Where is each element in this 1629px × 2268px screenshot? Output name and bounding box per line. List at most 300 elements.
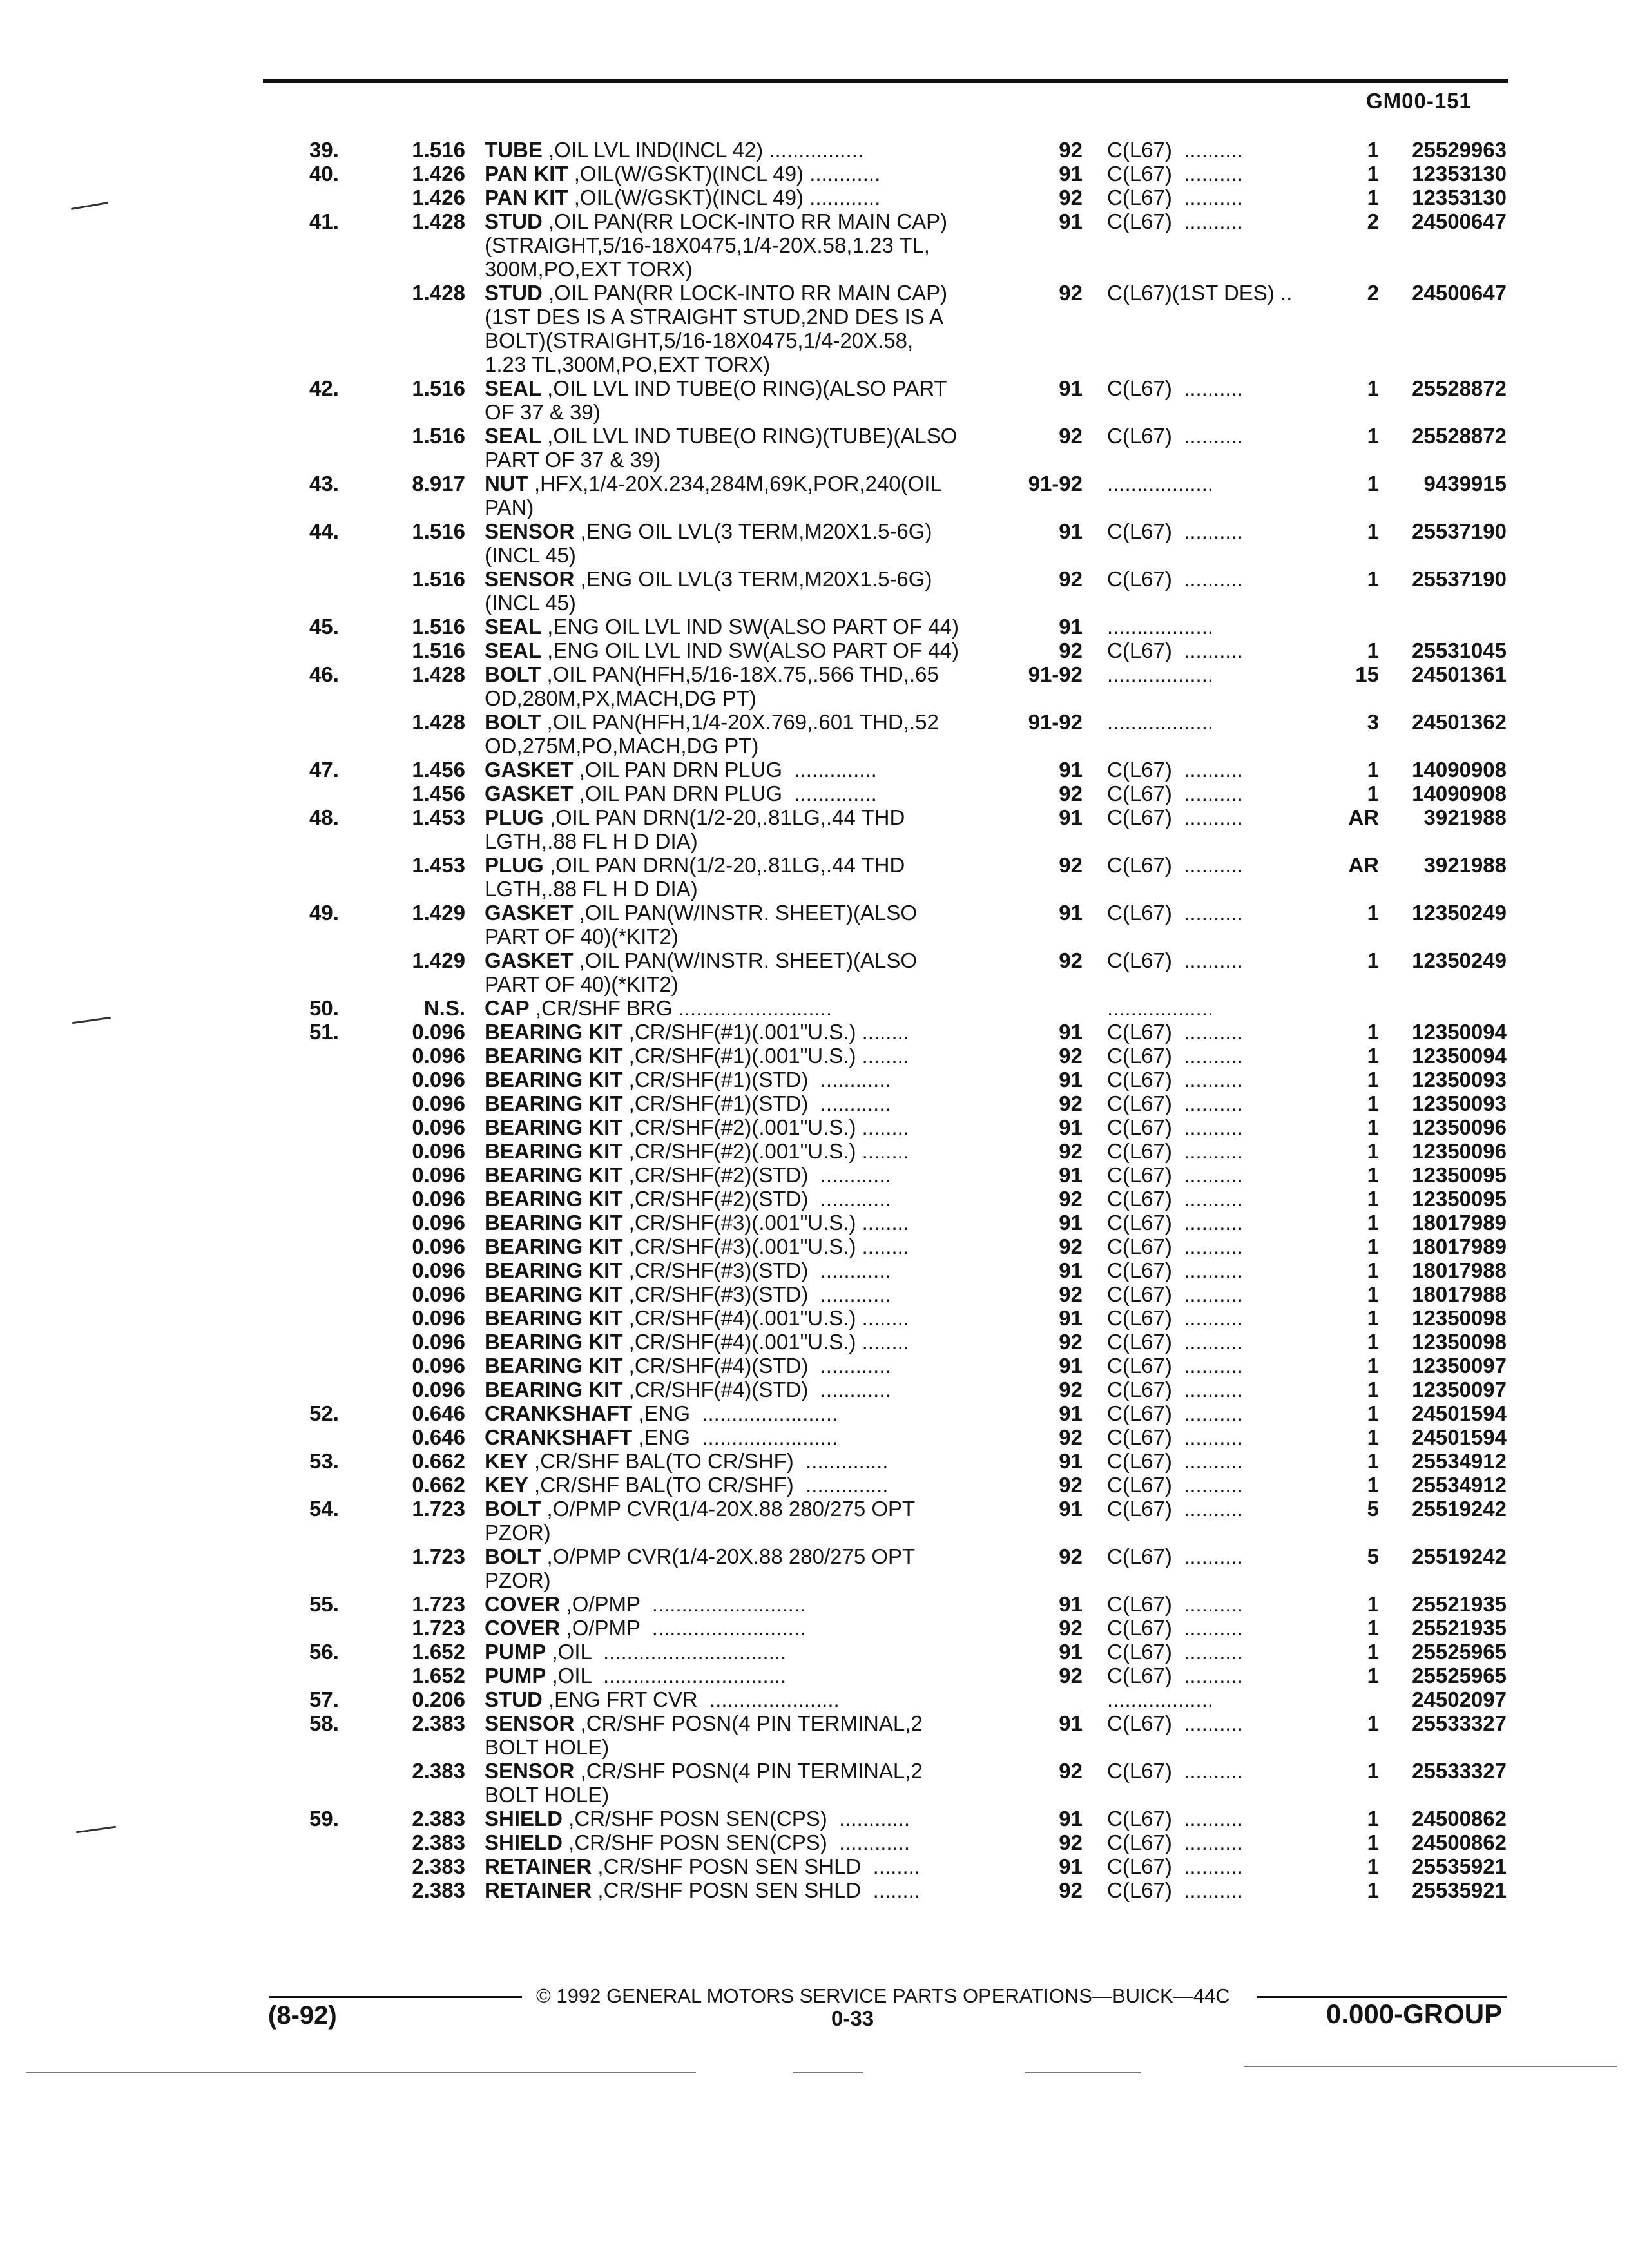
part-description bbox=[485, 1163, 1007, 1187]
part-description bbox=[485, 758, 1007, 782]
page-number: 0-33 bbox=[831, 2006, 874, 2030]
quantity: 5 bbox=[1367, 1497, 1379, 1521]
part-description bbox=[485, 1378, 1007, 1401]
part-description bbox=[485, 1306, 1007, 1330]
part-row bbox=[0, 1163, 1629, 1187]
part-description bbox=[485, 948, 1007, 996]
part-row bbox=[0, 1878, 1629, 1902]
description-text: ,OIL PAN(RR LOCK-INTO RR MAIN CAP) (STRAIGHT,5/16-18X0475,1/4-20X.58,1.23 TL, 300M,PO,EXT TORX) bbox=[485, 209, 948, 281]
usage: C(L67) .......... bbox=[1107, 948, 1243, 972]
part-name: BEARING KIT bbox=[485, 1258, 623, 1282]
group-number: 0.096 bbox=[412, 1354, 465, 1378]
description-text: ,CR/SHF(#4)(STD) ............ bbox=[622, 1354, 891, 1378]
quantity: 1 bbox=[1367, 1306, 1379, 1330]
part-row bbox=[0, 805, 1629, 853]
part-description bbox=[485, 1187, 1007, 1211]
group-number: 2.383 bbox=[412, 1854, 465, 1878]
part-number: 25528872 bbox=[1412, 424, 1507, 448]
part-description bbox=[485, 1020, 1007, 1044]
group-number: 1.652 bbox=[412, 1664, 465, 1687]
part-number: 25525965 bbox=[1412, 1664, 1507, 1687]
usage: C(L67) .......... bbox=[1107, 1807, 1243, 1831]
quantity: 1 bbox=[1367, 1115, 1379, 1139]
group-number: 0.096 bbox=[412, 1163, 465, 1187]
part-number: 24501362 bbox=[1412, 710, 1507, 734]
group-number: 0.662 bbox=[412, 1473, 465, 1497]
part-number: 12353130 bbox=[1412, 162, 1507, 186]
usage: C(L67) .......... bbox=[1107, 782, 1243, 805]
quantity: 1 bbox=[1367, 1711, 1379, 1735]
item-number: 40. bbox=[309, 162, 339, 186]
description-text: ,OIL PAN DRN(1/2-20,.81LG,.44 THD LGTH,.88 FL H D DIA) bbox=[485, 853, 905, 901]
quantity: 2 bbox=[1367, 209, 1379, 233]
group-number: 1.428 bbox=[412, 209, 465, 233]
part-number: 25529963 bbox=[1412, 138, 1507, 162]
group-number: 1.453 bbox=[412, 853, 465, 877]
part-name: BEARING KIT bbox=[485, 1354, 623, 1378]
model-year: 91-92 bbox=[1028, 472, 1083, 495]
quantity: 1 bbox=[1367, 1807, 1379, 1831]
quantity: 1 bbox=[1367, 1044, 1379, 1068]
usage: C(L67)(1ST DES) .. bbox=[1107, 281, 1293, 305]
description-text: ,CR/SHF POSN(4 PIN TERMINAL,2 BOLT HOLE) bbox=[485, 1711, 923, 1759]
usage: C(L67) .......... bbox=[1107, 1759, 1243, 1783]
usage: C(L67) .......... bbox=[1107, 1854, 1243, 1878]
group-label: 0.000-GROUP bbox=[1326, 1999, 1503, 2029]
group-number: 0.206 bbox=[412, 1687, 465, 1711]
part-row bbox=[0, 138, 1629, 162]
description-text: ,OIL LVL IND TUBE(O RING)(TUBE)(ALSO PART OF 37 & 39) bbox=[485, 424, 958, 472]
quantity: 1 bbox=[1367, 1759, 1379, 1783]
part-row bbox=[0, 1020, 1629, 1044]
part-description bbox=[485, 472, 1007, 519]
part-description bbox=[485, 1425, 1007, 1449]
part-name: BEARING KIT bbox=[485, 1068, 623, 1091]
part-description bbox=[485, 1258, 1007, 1282]
usage: C(L67) .......... bbox=[1107, 1878, 1243, 1902]
model-year: 92 bbox=[1059, 1091, 1083, 1115]
description-text: ,ENG ....................... bbox=[632, 1401, 838, 1425]
usage: C(L67) .......... bbox=[1107, 1330, 1243, 1354]
quantity: 1 bbox=[1367, 186, 1379, 209]
part-number: 12350093 bbox=[1412, 1091, 1507, 1115]
part-name: GASKET bbox=[485, 948, 574, 972]
item-number: 43. bbox=[309, 472, 339, 495]
part-number: 25534912 bbox=[1412, 1449, 1507, 1473]
model-year: 92 bbox=[1059, 281, 1083, 305]
group-number: 1.429 bbox=[412, 948, 465, 972]
part-description bbox=[485, 710, 1007, 758]
group-number: 1.456 bbox=[412, 782, 465, 805]
group-number: 1.723 bbox=[412, 1592, 465, 1616]
part-number: 25534912 bbox=[1412, 1473, 1507, 1497]
description-text: ,CR/SHF(#4)(.001"U.S.) ........ bbox=[622, 1306, 909, 1330]
description-text: ,CR/SHF BAL(TO CR/SHF) .............. bbox=[528, 1449, 889, 1473]
quantity: 15 bbox=[1355, 662, 1379, 686]
model-year: 92 bbox=[1059, 1378, 1083, 1401]
quantity: 1 bbox=[1367, 948, 1379, 972]
model-year: 92 bbox=[1059, 1544, 1083, 1568]
part-name: PLUG bbox=[485, 805, 544, 829]
usage: .................. bbox=[1107, 615, 1214, 639]
usage: C(L67) .......... bbox=[1107, 1091, 1243, 1115]
model-year: 91 bbox=[1059, 162, 1083, 186]
model-year: 92 bbox=[1059, 948, 1083, 972]
part-row bbox=[0, 710, 1629, 758]
part-name: BEARING KIT bbox=[485, 1187, 623, 1211]
usage: C(L67) .......... bbox=[1107, 138, 1243, 162]
header-rule bbox=[263, 79, 1508, 83]
part-row bbox=[0, 209, 1629, 281]
group-number: 1.652 bbox=[412, 1640, 465, 1664]
model-year: 91 bbox=[1059, 805, 1083, 829]
part-name: SENSOR bbox=[485, 567, 575, 591]
usage: C(L67) .......... bbox=[1107, 376, 1243, 400]
part-description bbox=[485, 1473, 1007, 1497]
part-description bbox=[485, 782, 1007, 805]
scan-line bbox=[793, 2072, 863, 2073]
part-name: BEARING KIT bbox=[485, 1330, 623, 1354]
part-number: 12350098 bbox=[1412, 1306, 1507, 1330]
group-number: 0.662 bbox=[412, 1449, 465, 1473]
description-text: ,ENG OIL LVL(3 TERM,M20X1.5-6G) (INCL 45) bbox=[485, 519, 932, 567]
group-number: 0.096 bbox=[412, 1211, 465, 1235]
description-text: ,CR/SHF(#3)(STD) ............ bbox=[622, 1258, 891, 1282]
part-description bbox=[485, 1401, 1007, 1425]
description-text: ,CR/SHF(#4)(.001"U.S.) ........ bbox=[622, 1330, 909, 1354]
part-description bbox=[485, 1091, 1007, 1115]
model-year: 91 bbox=[1059, 615, 1083, 639]
model-year: 91 bbox=[1059, 1306, 1083, 1330]
part-name: BEARING KIT bbox=[485, 1139, 623, 1163]
usage: C(L67) .......... bbox=[1107, 1211, 1243, 1235]
part-name: BEARING KIT bbox=[485, 1044, 623, 1068]
item-number: 41. bbox=[309, 209, 339, 233]
part-number: 25525965 bbox=[1412, 1640, 1507, 1664]
part-name: TUBE bbox=[485, 138, 543, 162]
footer-rule-left bbox=[269, 1996, 522, 1998]
quantity: 1 bbox=[1367, 1020, 1379, 1044]
part-description bbox=[485, 639, 1007, 662]
part-number: 25537190 bbox=[1412, 519, 1507, 543]
model-year: 92 bbox=[1059, 567, 1083, 591]
part-name: BEARING KIT bbox=[485, 1091, 623, 1115]
group-number: 0.096 bbox=[412, 1020, 465, 1044]
part-name: PLUG bbox=[485, 853, 544, 877]
part-number: 18017988 bbox=[1412, 1282, 1507, 1306]
quantity: 1 bbox=[1367, 1664, 1379, 1687]
part-number: 12350096 bbox=[1412, 1139, 1507, 1163]
part-number: 24501361 bbox=[1412, 662, 1507, 686]
part-row bbox=[0, 996, 1629, 1020]
group-number: 1.516 bbox=[412, 519, 465, 543]
part-number: 12350249 bbox=[1412, 948, 1507, 972]
group-number: 1.516 bbox=[412, 615, 465, 639]
part-description bbox=[485, 1282, 1007, 1306]
part-description bbox=[485, 805, 1007, 853]
quantity: 1 bbox=[1367, 1354, 1379, 1378]
description-text: ,OIL LVL IND(INCL 42) ................ bbox=[542, 138, 864, 162]
usage: C(L67) .......... bbox=[1107, 567, 1243, 591]
description-text: ,ENG OIL LVL IND SW(ALSO PART OF 44) bbox=[541, 639, 959, 662]
model-year: 92 bbox=[1059, 853, 1083, 877]
model-year: 91 bbox=[1059, 1711, 1083, 1735]
part-number: 25519242 bbox=[1412, 1544, 1507, 1568]
part-description bbox=[485, 209, 1007, 281]
model-year: 92 bbox=[1059, 1759, 1083, 1783]
part-description bbox=[485, 162, 1007, 186]
description-text: ,O/PMP .......................... bbox=[560, 1616, 806, 1640]
part-description bbox=[485, 1878, 1007, 1902]
item-number: 51. bbox=[309, 1020, 339, 1044]
part-description bbox=[485, 376, 1007, 424]
description-text: ,OIL PAN DRN(1/2-20,.81LG,.44 THD LGTH,.88 FL H D DIA) bbox=[485, 805, 905, 853]
part-description bbox=[485, 519, 1007, 567]
part-row bbox=[0, 1640, 1629, 1664]
part-name: BOLT bbox=[485, 1497, 541, 1521]
description-text: ,CR/SHF(#1)(.001"U.S.) ........ bbox=[622, 1044, 909, 1068]
description-text: ,ENG OIL LVL IND SW(ALSO PART OF 44) bbox=[541, 615, 959, 639]
part-name: BEARING KIT bbox=[485, 1378, 623, 1401]
quantity: 1 bbox=[1367, 1831, 1379, 1854]
part-row bbox=[0, 1282, 1629, 1306]
part-description bbox=[485, 1592, 1007, 1616]
group-number: 0.096 bbox=[412, 1235, 465, 1258]
quantity: 1 bbox=[1367, 1616, 1379, 1640]
part-row bbox=[0, 519, 1629, 567]
description-text: ,CR/SHF(#2)(.001"U.S.) ........ bbox=[622, 1115, 909, 1139]
quantity: 1 bbox=[1367, 1878, 1379, 1902]
model-year: 92 bbox=[1059, 1187, 1083, 1211]
part-number: 25535921 bbox=[1412, 1878, 1507, 1902]
part-number: 18017989 bbox=[1412, 1211, 1507, 1235]
quantity: 1 bbox=[1367, 1401, 1379, 1425]
part-row bbox=[0, 1258, 1629, 1282]
group-number: 2.383 bbox=[412, 1831, 465, 1854]
usage: .................. bbox=[1107, 996, 1214, 1020]
quantity: 1 bbox=[1367, 901, 1379, 925]
part-description bbox=[485, 281, 1007, 376]
scan-line bbox=[1244, 2066, 1617, 2067]
model-year: 91 bbox=[1059, 1497, 1083, 1521]
part-row bbox=[0, 1449, 1629, 1473]
part-name: SEAL bbox=[485, 376, 542, 400]
description-text: ,HFX,1/4-20X.234,284M,69K,POR,240(OIL PAN) bbox=[485, 472, 942, 519]
part-number: 12350097 bbox=[1412, 1378, 1507, 1401]
part-number: 12350093 bbox=[1412, 1068, 1507, 1091]
parts-list bbox=[0, 138, 1629, 1902]
part-name: SENSOR bbox=[485, 519, 575, 543]
part-name: STUD bbox=[485, 281, 543, 305]
model-year: 91 bbox=[1059, 758, 1083, 782]
quantity: 5 bbox=[1367, 1544, 1379, 1568]
quantity: 1 bbox=[1367, 1139, 1379, 1163]
description-text: ,O/PMP CVR(1/4-20X.88 280/275 OPT PZOR) bbox=[485, 1544, 916, 1592]
quantity: 1 bbox=[1367, 162, 1379, 186]
usage: C(L67) .......... bbox=[1107, 162, 1243, 186]
group-number: 1.429 bbox=[412, 901, 465, 925]
item-number: 39. bbox=[309, 138, 339, 162]
usage: C(L67) .......... bbox=[1107, 1187, 1243, 1211]
part-name: BOLT bbox=[485, 1544, 541, 1568]
model-year: 92 bbox=[1059, 1878, 1083, 1902]
part-number: 25535921 bbox=[1412, 1854, 1507, 1878]
part-name: SENSOR bbox=[485, 1711, 575, 1735]
usage: C(L67) .......... bbox=[1107, 1664, 1243, 1687]
item-number: 53. bbox=[309, 1449, 339, 1473]
part-description bbox=[485, 1831, 1007, 1854]
part-number: 12350097 bbox=[1412, 1354, 1507, 1378]
part-description bbox=[485, 1687, 1007, 1711]
part-row bbox=[0, 1139, 1629, 1163]
group-number: 1.426 bbox=[412, 186, 465, 209]
part-description bbox=[485, 1211, 1007, 1235]
part-row bbox=[0, 1544, 1629, 1592]
part-row bbox=[0, 1378, 1629, 1401]
group-number: 0.096 bbox=[412, 1306, 465, 1330]
part-row bbox=[0, 615, 1629, 639]
group-number: 0.096 bbox=[412, 1330, 465, 1354]
part-name: RETAINER bbox=[485, 1854, 592, 1878]
part-description bbox=[485, 1711, 1007, 1759]
usage: .................. bbox=[1107, 710, 1214, 734]
group-number: 2.383 bbox=[412, 1807, 465, 1831]
model-year: 91 bbox=[1059, 1449, 1083, 1473]
part-row bbox=[0, 1235, 1629, 1258]
usage: C(L67) .......... bbox=[1107, 1306, 1243, 1330]
part-description bbox=[485, 186, 1007, 209]
part-name: CAP bbox=[485, 996, 530, 1020]
usage: C(L67) .......... bbox=[1107, 1115, 1243, 1139]
model-year: 91 bbox=[1059, 1163, 1083, 1187]
item-number: 45. bbox=[309, 615, 339, 639]
scan-line bbox=[1025, 2072, 1141, 2073]
part-number: 25519242 bbox=[1412, 1497, 1507, 1521]
model-year: 92 bbox=[1059, 1616, 1083, 1640]
item-number: 52. bbox=[309, 1401, 339, 1425]
description-text: ,CR/SHF(#1)(STD) ............ bbox=[622, 1068, 891, 1091]
part-description bbox=[485, 1330, 1007, 1354]
quantity: 1 bbox=[1367, 376, 1379, 400]
part-name: CRANKSHAFT bbox=[485, 1401, 633, 1425]
part-description bbox=[485, 1068, 1007, 1091]
description-text: ,OIL ............................... bbox=[546, 1664, 787, 1687]
group-number: 1.516 bbox=[412, 376, 465, 400]
part-description bbox=[485, 853, 1007, 901]
part-name: PAN KIT bbox=[485, 162, 568, 186]
quantity: 1 bbox=[1367, 424, 1379, 448]
description-text: ,CR/SHF(#1)(STD) ............ bbox=[622, 1091, 891, 1115]
part-description bbox=[485, 996, 1007, 1020]
part-row bbox=[0, 1306, 1629, 1330]
description-text: ,CR/SHF(#2)(.001"U.S.) ........ bbox=[622, 1139, 909, 1163]
part-name: PAN KIT bbox=[485, 186, 568, 209]
usage: C(L67) .......... bbox=[1107, 901, 1243, 925]
item-number: 47. bbox=[309, 758, 339, 782]
part-row bbox=[0, 162, 1629, 186]
usage: C(L67) .......... bbox=[1107, 758, 1243, 782]
part-number: 12350249 bbox=[1412, 901, 1507, 925]
part-name: SHIELD bbox=[485, 1831, 563, 1854]
part-name: SENSOR bbox=[485, 1759, 575, 1783]
part-name: KEY bbox=[485, 1473, 528, 1497]
part-row bbox=[0, 1711, 1629, 1759]
model-year: 92 bbox=[1059, 1425, 1083, 1449]
part-number: 24500647 bbox=[1412, 209, 1507, 233]
usage: C(L67) .......... bbox=[1107, 1378, 1243, 1401]
description-text: ,CR/SHF(#3)(.001"U.S.) ........ bbox=[622, 1211, 909, 1235]
part-name: GASKET bbox=[485, 758, 574, 782]
group-number: 1.428 bbox=[412, 710, 465, 734]
part-name: BEARING KIT bbox=[485, 1306, 623, 1330]
model-year: 92 bbox=[1059, 639, 1083, 662]
part-number: 25537190 bbox=[1412, 567, 1507, 591]
usage: C(L67) .......... bbox=[1107, 1640, 1243, 1664]
part-number: 14090908 bbox=[1412, 782, 1507, 805]
group-number: 0.646 bbox=[412, 1425, 465, 1449]
item-number: 48. bbox=[309, 805, 339, 829]
part-row bbox=[0, 424, 1629, 472]
quantity: 1 bbox=[1367, 1640, 1379, 1664]
model-year: 91 bbox=[1059, 1115, 1083, 1139]
part-row bbox=[0, 1831, 1629, 1854]
part-name: PUMP bbox=[485, 1664, 546, 1687]
model-year: 91 bbox=[1059, 1020, 1083, 1044]
group-number: 1.516 bbox=[412, 138, 465, 162]
part-name: STUD bbox=[485, 209, 543, 233]
model-year: 92 bbox=[1059, 1831, 1083, 1854]
model-year: 91 bbox=[1059, 1640, 1083, 1664]
part-row bbox=[0, 1592, 1629, 1616]
usage: .................. bbox=[1107, 472, 1214, 495]
scan-line bbox=[26, 2072, 696, 2073]
description-text: ,CR/SHF(#4)(STD) ............ bbox=[622, 1378, 891, 1401]
item-number: 55. bbox=[309, 1592, 339, 1616]
part-number: 9439915 bbox=[1423, 472, 1507, 495]
part-row bbox=[0, 1854, 1629, 1878]
model-year: 92 bbox=[1059, 1664, 1083, 1687]
quantity: 3 bbox=[1367, 710, 1379, 734]
part-name: COVER bbox=[485, 1616, 561, 1640]
part-row bbox=[0, 1687, 1629, 1711]
model-year: 92 bbox=[1059, 782, 1083, 805]
part-row bbox=[0, 281, 1629, 376]
description-text: ,ENG OIL LVL(3 TERM,M20X1.5-6G) (INCL 45) bbox=[485, 567, 932, 615]
part-number: 25533327 bbox=[1412, 1759, 1507, 1783]
part-row bbox=[0, 1425, 1629, 1449]
quantity: 1 bbox=[1367, 1068, 1379, 1091]
part-name: RETAINER bbox=[485, 1878, 592, 1902]
model-year: 92 bbox=[1059, 424, 1083, 448]
quantity: 1 bbox=[1367, 1473, 1379, 1497]
part-description bbox=[485, 1235, 1007, 1258]
part-number: 18017988 bbox=[1412, 1258, 1507, 1282]
part-description bbox=[485, 567, 1007, 615]
description-text: ,OIL ............................... bbox=[546, 1640, 787, 1664]
part-row bbox=[0, 1044, 1629, 1068]
quantity: 1 bbox=[1367, 639, 1379, 662]
group-number: 1.516 bbox=[412, 639, 465, 662]
model-year: 92 bbox=[1059, 1330, 1083, 1354]
usage: C(L67) .......... bbox=[1107, 1449, 1243, 1473]
part-number: 3921988 bbox=[1423, 805, 1507, 829]
part-row bbox=[0, 1807, 1629, 1831]
part-row bbox=[0, 1068, 1629, 1091]
part-number: 25531045 bbox=[1412, 639, 1507, 662]
quantity: 1 bbox=[1367, 782, 1379, 805]
model-year: 91-92 bbox=[1028, 710, 1083, 734]
group-number: 0.096 bbox=[412, 1258, 465, 1282]
